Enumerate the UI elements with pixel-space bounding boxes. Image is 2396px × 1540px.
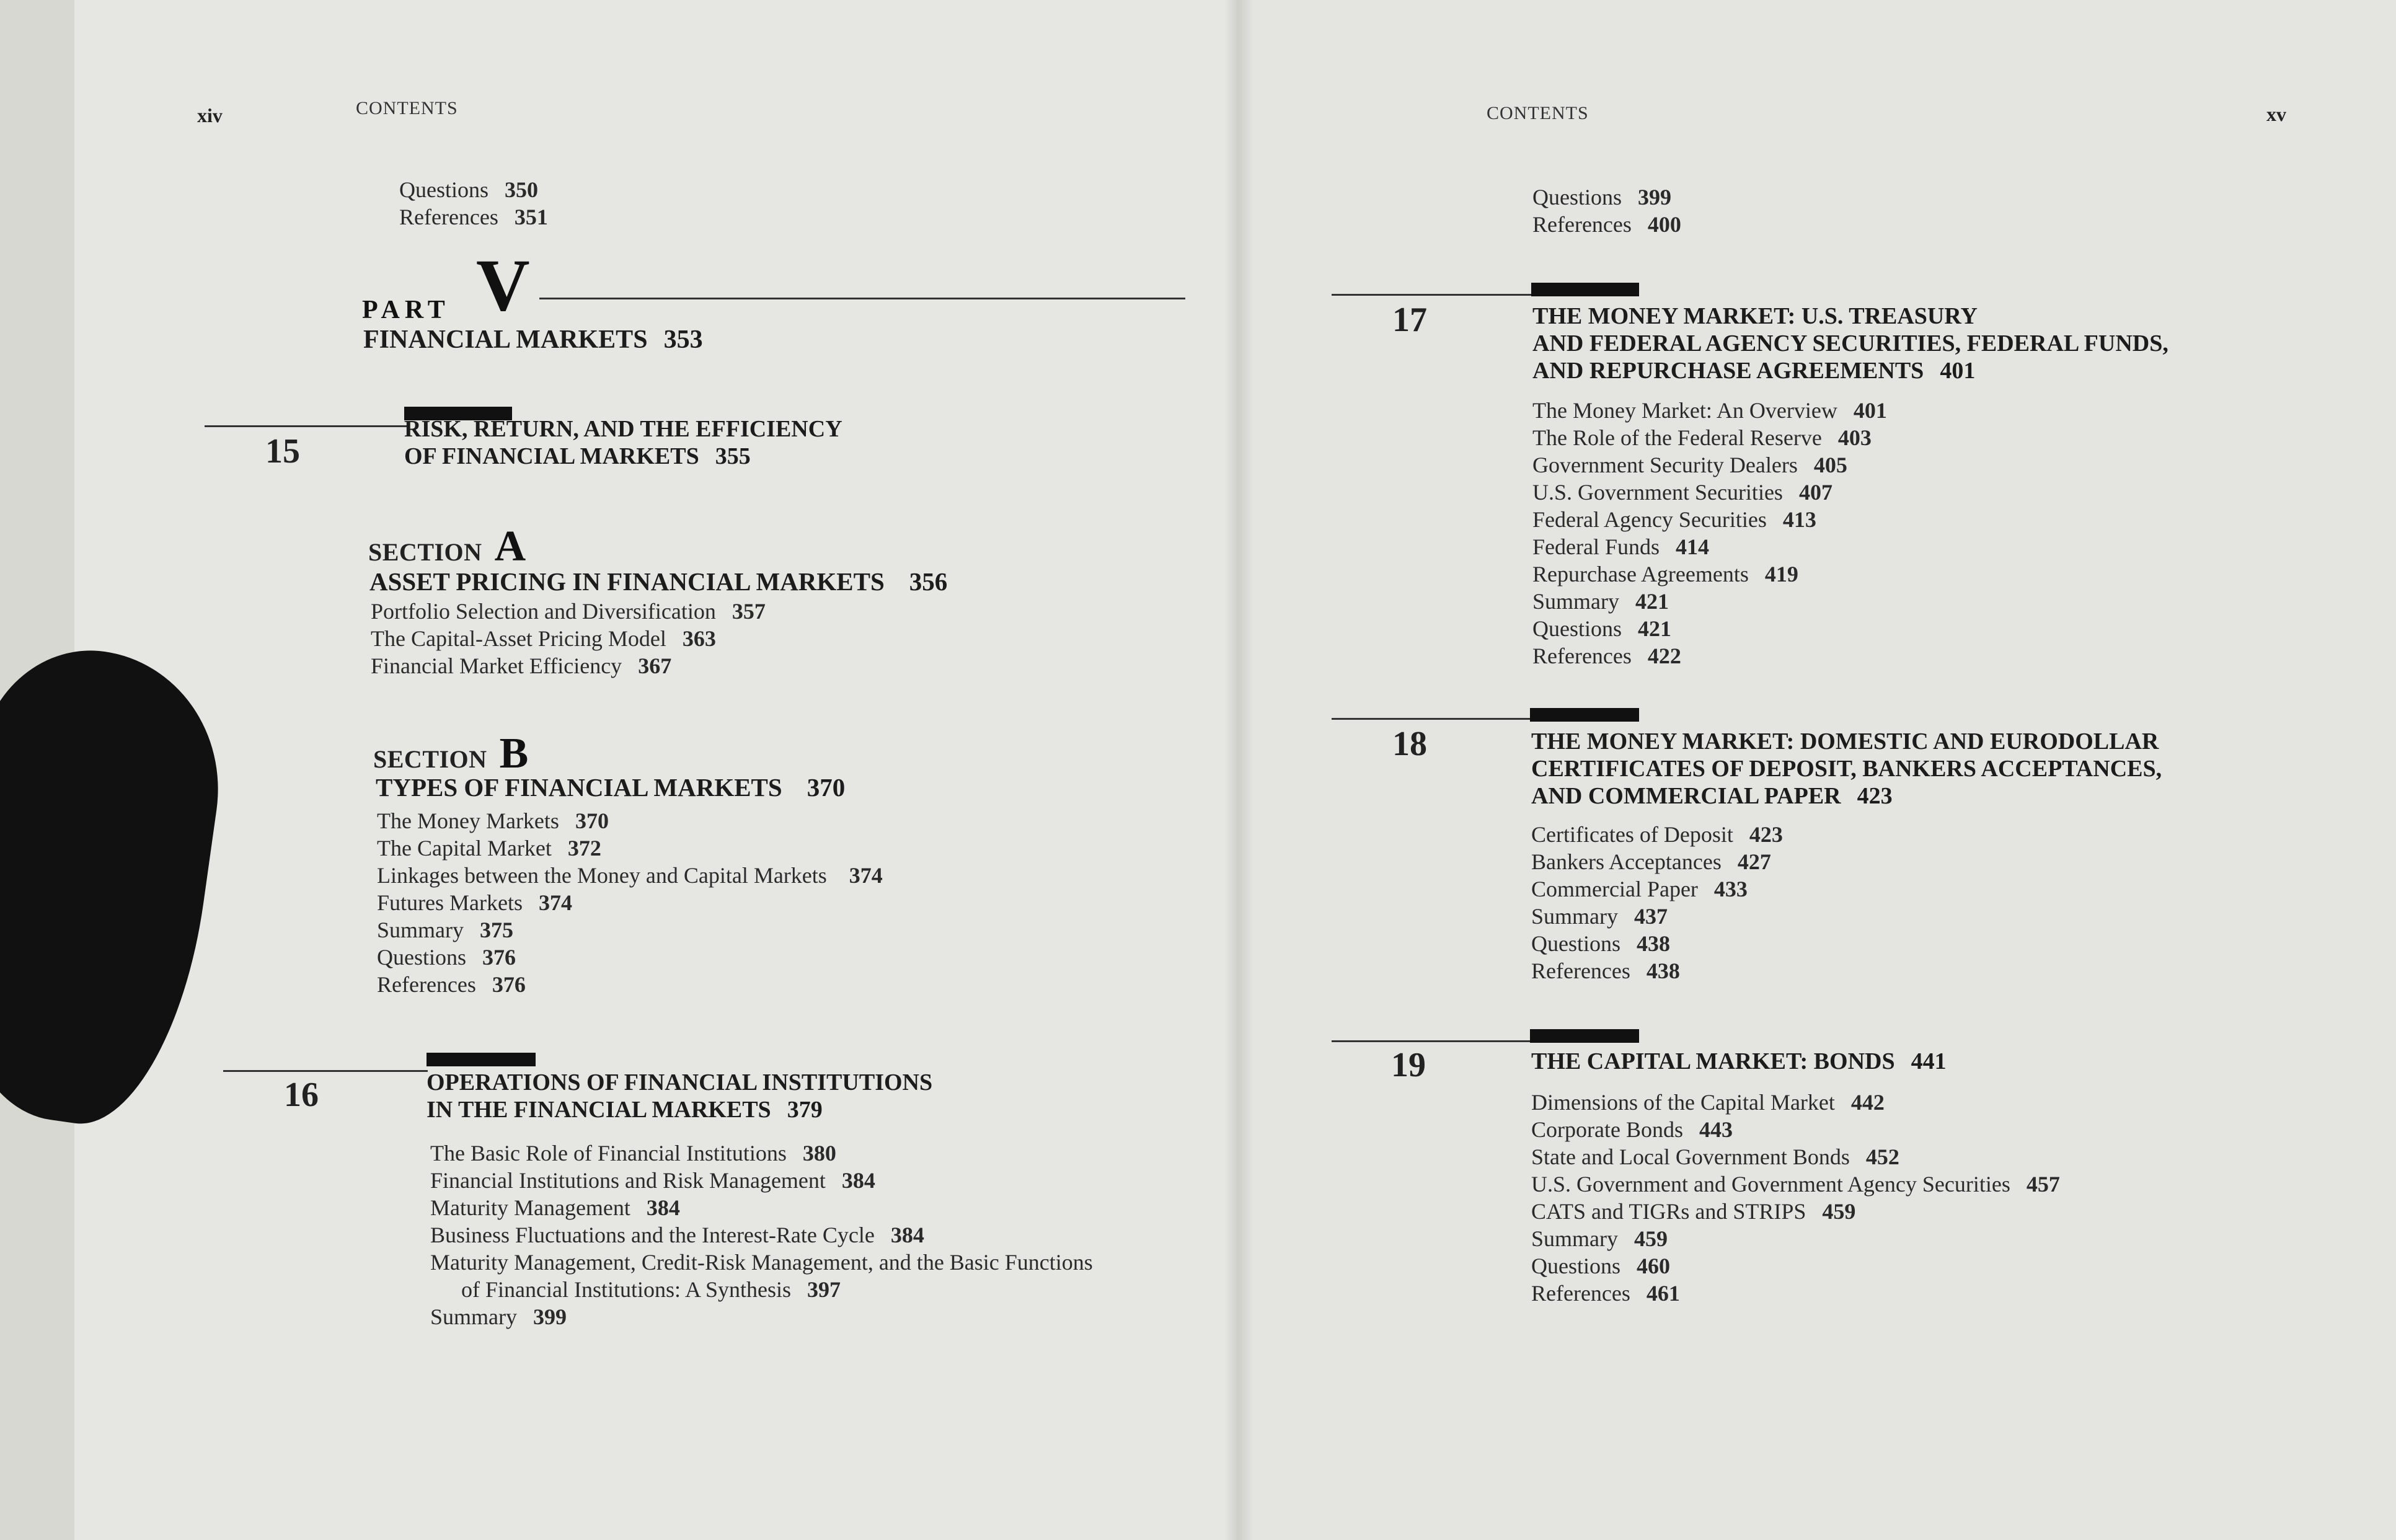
entry-title: References <box>377 972 476 997</box>
chapter18-title-line2: CERTIFICATES OF DEPOSIT, BANKERS ACCEPTANCES, <box>1531 756 2162 782</box>
section-a-letter: A <box>494 523 526 570</box>
list-item[interactable] <box>377 889 883 916</box>
section-b-list <box>377 807 883 998</box>
entry-page: 363 <box>682 626 716 651</box>
entry-title: Summary <box>430 1304 517 1329</box>
section-b-page: 370 <box>807 773 846 802</box>
entry-page: 422 <box>1647 644 1681 668</box>
list-item[interactable] <box>1531 1198 2060 1225</box>
entry-page: 459 <box>1822 1199 1856 1224</box>
list-item[interactable] <box>1531 1089 2060 1116</box>
entry-title: Questions <box>1532 185 1622 210</box>
part-word: PART <box>362 296 450 324</box>
list-item[interactable] <box>1532 479 1887 506</box>
chapter19-title-line1: THE CAPITAL MARKET: BONDS <box>1531 1048 1895 1074</box>
chapter16-list <box>430 1140 1093 1330</box>
list-item[interactable] <box>377 807 883 834</box>
list-item[interactable] <box>1532 211 1681 238</box>
section-b-letter: B <box>499 730 529 777</box>
entry-page: 419 <box>1764 562 1798 586</box>
list-item[interactable] <box>1531 1143 2060 1170</box>
entry-title: Corporate Bonds <box>1531 1117 1683 1142</box>
entry-title: Summary <box>1531 1226 1618 1251</box>
entry-title: References <box>1532 212 1632 237</box>
list-item[interactable] <box>377 916 883 944</box>
list-item[interactable] <box>371 625 766 652</box>
list-item[interactable] <box>430 1167 1093 1194</box>
left-folio: xiv <box>197 104 223 126</box>
chapter19-title-line[interactable] <box>1531 1048 1947 1075</box>
entry-page: 413 <box>1782 507 1816 532</box>
entry-title: CATS and TIGRs and STRIPS <box>1531 1199 1806 1224</box>
section-a-page: 356 <box>909 567 948 596</box>
list-item[interactable] <box>430 1303 1093 1330</box>
list-item[interactable] <box>1531 1252 2060 1280</box>
chapter18-rule <box>1332 718 1536 720</box>
right-folio: xv <box>2266 103 2286 125</box>
chapter16-page: 379 <box>787 1097 823 1123</box>
entry-page: 351 <box>514 205 548 229</box>
list-item[interactable] <box>1532 560 1887 588</box>
chapter18-bar <box>1530 708 1639 722</box>
part-title-line[interactable] <box>363 326 703 353</box>
chapter18-page: 423 <box>1857 783 1893 809</box>
chapter15-number: 15 <box>265 432 300 471</box>
entry-title: Questions <box>377 945 466 970</box>
chapter15-title-line2: OF FINANCIAL MARKETS <box>404 443 699 469</box>
section-a-list <box>371 598 766 679</box>
entry-title: Financial Institutions and Risk Management <box>430 1168 826 1193</box>
chapter17-title-line3: AND REPURCHASE AGREEMENTS <box>1532 358 1924 384</box>
entry-page: 400 <box>1647 212 1681 237</box>
entry-page: 459 <box>1634 1226 1668 1251</box>
part-title: FINANCIAL MARKETS <box>363 325 648 354</box>
entry-page: 384 <box>841 1168 875 1193</box>
entry-title: State and Local Government Bonds <box>1531 1144 1850 1169</box>
chapter19-list <box>1531 1089 2060 1307</box>
left-top-list <box>399 176 548 231</box>
entry-title: Bankers Acceptances <box>1531 849 1722 874</box>
entry-title: The Money Markets <box>377 808 559 833</box>
chapter17-bar <box>1531 283 1639 296</box>
entry-page: 372 <box>567 836 601 861</box>
section-a-word: SECTION <box>368 538 482 566</box>
list-item[interactable] <box>1531 1225 2060 1252</box>
chapter17-page: 401 <box>1940 358 1976 384</box>
chapter18-title-line1: THE MONEY MARKET: DOMESTIC AND EURODOLLAR <box>1531 728 2159 755</box>
entry-page: 370 <box>575 808 609 833</box>
list-item[interactable] <box>1531 848 1783 875</box>
entry-title: Federal Agency Securities <box>1532 507 1767 532</box>
list-item[interactable] <box>430 1276 1093 1303</box>
entry-title: Questions <box>1531 1254 1620 1278</box>
right-running-head: CONTENTS <box>1487 103 1589 123</box>
entry-title: The Capital-Asset Pricing Model <box>371 626 666 651</box>
list-item[interactable] <box>430 1194 1093 1221</box>
entry-page: 461 <box>1646 1281 1680 1306</box>
entry-title: The Role of the Federal Reserve <box>1532 425 1822 450</box>
entry-title: Questions <box>1531 931 1620 956</box>
chapter15-title[interactable] <box>404 415 842 470</box>
entry-page: 350 <box>505 177 538 202</box>
chapter16-bar <box>427 1053 536 1066</box>
chapter17-rule <box>1332 294 1536 296</box>
chapter19-page: 441 <box>1911 1048 1947 1074</box>
entry-title: References <box>399 205 498 229</box>
entry-page: 452 <box>1865 1144 1899 1169</box>
section-b-word: SECTION <box>373 745 487 773</box>
entry-page: 438 <box>1646 958 1680 983</box>
section-a-heading <box>368 522 526 572</box>
list-item[interactable] <box>1531 1116 2060 1143</box>
entry-title: The Money Market: An Overview <box>1532 398 1837 423</box>
entry-title: Summary <box>1531 904 1618 929</box>
entry-page: 375 <box>480 918 513 942</box>
section-a-title-line[interactable] <box>369 568 947 595</box>
entry-title: The Capital Market <box>377 836 552 861</box>
entry-title: Futures Markets <box>377 890 523 915</box>
entry-page: 414 <box>1675 534 1709 559</box>
entry-page: 427 <box>1737 849 1771 874</box>
list-item[interactable] <box>1532 506 1887 533</box>
section-b-heading <box>373 729 528 779</box>
list-item[interactable] <box>1532 642 1887 670</box>
chapter19-rule <box>1332 1040 1536 1042</box>
entry-title: Federal Funds <box>1532 534 1660 559</box>
entry-page: 397 <box>807 1277 841 1302</box>
entry-page: 421 <box>1638 616 1671 641</box>
list-item[interactable] <box>1532 588 1887 615</box>
entry-page: 367 <box>638 653 672 678</box>
list-item[interactable] <box>1531 821 1783 848</box>
entry-page: 442 <box>1850 1090 1885 1115</box>
entry-title: Questions <box>399 177 488 202</box>
list-item[interactable] <box>371 598 766 625</box>
chapter16-title[interactable] <box>427 1069 932 1123</box>
entry-title: References <box>1531 1281 1630 1306</box>
entry-title: Certificates of Deposit <box>1531 822 1733 847</box>
entry-page: 380 <box>802 1141 836 1166</box>
entry-title: Dimensions of the Capital Market <box>1531 1090 1835 1115</box>
chapter16-title-line1: OPERATIONS OF FINANCIAL INSTITUTIONS <box>427 1069 933 1095</box>
entry-page: 405 <box>1813 453 1847 477</box>
list-item[interactable] <box>377 971 883 998</box>
chapter16-rule <box>223 1070 428 1072</box>
entry-title: Portfolio Selection and Diversification <box>371 599 716 624</box>
entry-title: References <box>1532 644 1632 668</box>
chapter18-list <box>1531 821 1783 985</box>
list-item[interactable] <box>399 203 548 231</box>
list-item[interactable] <box>430 1140 1093 1167</box>
entry-page: 421 <box>1635 589 1669 614</box>
chapter18-title-line3: AND COMMERCIAL PAPER <box>1531 783 1841 809</box>
entry-title: Government Security Dealers <box>1532 453 1798 477</box>
entry-page: 374 <box>538 890 572 915</box>
entry-title: of Financial Institutions: A Synthesis <box>461 1277 792 1302</box>
entry-page: 437 <box>1634 904 1668 929</box>
section-a-title: ASSET PRICING IN FINANCIAL MARKETS <box>369 567 885 596</box>
entry-title: U.S. Government Securities <box>1532 480 1783 505</box>
entry-title: The Basic Role of Financial Institutions <box>430 1141 787 1166</box>
right-top-list <box>1532 184 1681 238</box>
chapter17-number: 17 <box>1392 301 1427 339</box>
list-item[interactable] <box>371 652 766 679</box>
entry-title: Questions <box>1532 616 1622 641</box>
entry-page: 433 <box>1713 877 1748 901</box>
list-item[interactable] <box>1531 1280 2060 1307</box>
entry-page: 460 <box>1637 1254 1670 1278</box>
left-running-head: CONTENTS <box>356 98 458 118</box>
chapter18-title[interactable] <box>1531 728 2162 810</box>
entry-title: Linkages between the Money and Capital Markets <box>377 863 827 888</box>
list-item[interactable] <box>1532 533 1887 560</box>
entry-title: Business Fluctuations and the Interest-Rate Cycle <box>430 1223 875 1247</box>
entry-title: Maturity Management <box>430 1195 630 1220</box>
entry-title: Summary <box>377 918 464 942</box>
section-b-title-line[interactable] <box>376 774 845 801</box>
chapter17-title-line1: THE MONEY MARKET: U.S. TREASURY <box>1532 303 1978 329</box>
entry-title: Repurchase Agreements <box>1532 562 1749 586</box>
chapter15-title-line1: RISK, RETURN, AND THE EFFICIENCY <box>404 416 842 442</box>
chapter19-bar <box>1530 1029 1639 1043</box>
entry-title: References <box>1531 958 1630 983</box>
entry-page: 357 <box>732 599 766 624</box>
list-item[interactable] <box>377 862 883 889</box>
chapter18-number: 18 <box>1392 725 1427 763</box>
chapter17-title-line2: AND FEDERAL AGENCY SECURITIES, FEDERAL FUNDS, <box>1532 330 2168 356</box>
entry-title: Financial Market Efficiency <box>371 653 622 678</box>
list-item[interactable] <box>377 944 883 971</box>
entry-page: 384 <box>890 1223 924 1247</box>
entry-page: 376 <box>482 945 516 970</box>
chapter16-number: 16 <box>284 1076 319 1114</box>
entry-page: 407 <box>1798 480 1832 505</box>
list-item[interactable] <box>1531 1170 2060 1198</box>
chapter15-rule <box>205 425 409 427</box>
list-item[interactable] <box>1532 615 1887 642</box>
list-item[interactable] <box>377 834 883 862</box>
list-item[interactable] <box>430 1249 1093 1276</box>
section-b-title: TYPES OF FINANCIAL MARKETS <box>376 773 782 802</box>
book-gutter <box>1224 0 1252 1540</box>
chapter17-list <box>1532 397 1887 670</box>
chapter17-title[interactable] <box>1532 303 2168 384</box>
part-numeral: V <box>476 244 530 326</box>
list-item[interactable] <box>1532 451 1887 479</box>
entry-title: Summary <box>1532 589 1619 614</box>
entry-page: 401 <box>1853 398 1887 423</box>
part-page: 353 <box>663 325 703 354</box>
entry-page: 399 <box>1638 185 1671 210</box>
entry-page: 399 <box>533 1304 567 1329</box>
chapter16-title-line2: IN THE FINANCIAL MARKETS <box>427 1097 771 1123</box>
entry-page: 443 <box>1699 1117 1733 1142</box>
list-item[interactable] <box>1531 875 1783 903</box>
entry-title: U.S. Government and Government Agency Securities <box>1531 1172 2010 1197</box>
entry-page: 403 <box>1837 425 1872 450</box>
list-item[interactable] <box>1531 930 1783 957</box>
list-item[interactable] <box>1531 903 1783 930</box>
entry-title: Maturity Management, Credit-Risk Management, and the Basic Functions <box>430 1250 1093 1275</box>
entry-page: 438 <box>1637 931 1670 956</box>
entry-page: 423 <box>1749 822 1783 847</box>
chapter15-page: 355 <box>715 443 751 469</box>
entry-page: 376 <box>492 972 526 997</box>
chapter19-number: 19 <box>1391 1046 1426 1084</box>
list-item[interactable] <box>430 1221 1093 1249</box>
list-item[interactable] <box>1531 957 1783 985</box>
list-item[interactable] <box>1532 397 1887 424</box>
part-rule <box>539 298 1185 299</box>
entry-title: Commercial Paper <box>1531 877 1698 901</box>
entry-page: 384 <box>646 1195 680 1220</box>
list-item[interactable] <box>1532 424 1887 451</box>
list-item[interactable] <box>399 176 548 203</box>
entry-page: 374 <box>849 863 883 888</box>
entry-page: 457 <box>2026 1172 2060 1197</box>
list-item[interactable] <box>1532 184 1681 211</box>
